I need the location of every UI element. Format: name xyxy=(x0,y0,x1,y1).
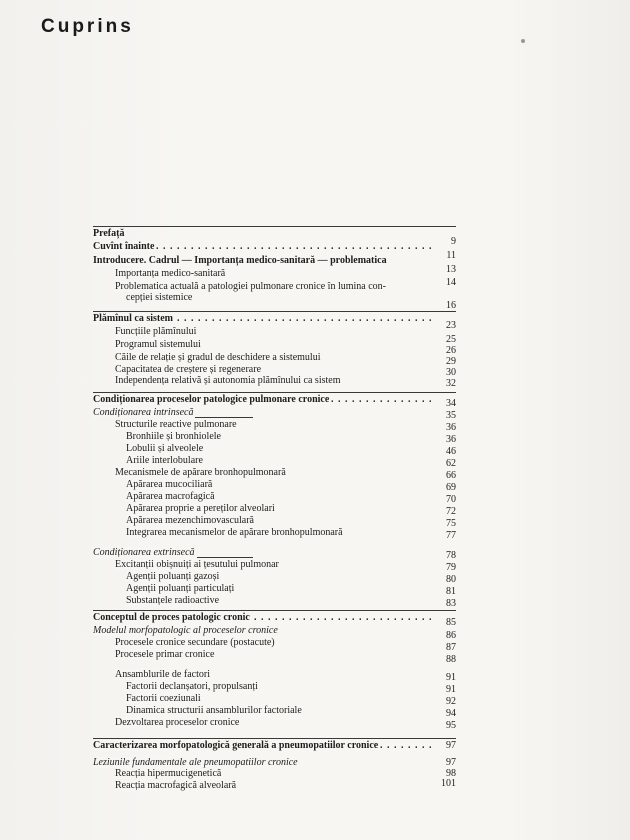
toc-entry-radioactive: Substanțele radioactive xyxy=(126,595,220,606)
toc-entry-capacitatea: Capacitatea de creștere și regenerare xyxy=(115,364,262,375)
toc-page-number: 98 xyxy=(446,768,456,779)
toc-entry-caracterizarea: Caracterizarea morfopatologică generală a pneumopatiilor cronice . . . xyxy=(93,740,433,752)
toc-entry-functiile: Funcțiile plămînului xyxy=(115,326,197,337)
toc-entry-coezionali: Factorii coeziunali xyxy=(126,693,201,704)
toc-page-number: 91 xyxy=(446,684,456,695)
toc-page-number: 69 xyxy=(446,482,456,493)
toc-entry-hipermucigenetica: Reacția hipermucigenetică xyxy=(115,768,222,779)
toc-page-number: 32 xyxy=(446,378,456,389)
toc-page-number: 36 xyxy=(446,434,456,445)
toc-entry-bronhiile: Bronhiile și bronhiolele xyxy=(126,431,221,442)
toc-page-number: 80 xyxy=(446,574,456,585)
toc-entry-cuvint-inainte: Cuvînt înainte . . . xyxy=(93,241,433,253)
section-rule xyxy=(93,311,456,312)
toc-entry-ansamblurile: Ansamblurile de factori xyxy=(115,669,210,680)
toc-page-number: 62 xyxy=(446,458,456,469)
toc-entry-extrinseca: Condiționarea extrinsecă xyxy=(93,547,195,558)
toc-page-number: 77 xyxy=(446,530,456,541)
toc-page-number: 30 xyxy=(446,367,456,378)
toc-page-number: 94 xyxy=(446,708,456,719)
toc-entry-introducere: Introducere. Cadrul — Importanța medico-sanitară — problematica xyxy=(93,255,387,266)
toc-entry-macrofagica-alveolara: Reacția macrofagică alveolară xyxy=(115,780,237,791)
toc-page-number: 16 xyxy=(446,300,456,311)
section-rule xyxy=(93,392,456,393)
toc-page-number: 79 xyxy=(446,562,456,573)
toc-page-number: 91 xyxy=(446,672,456,683)
toc-entry-programul: Programul sistemului xyxy=(115,339,201,350)
toc-page-number: 81 xyxy=(446,586,456,597)
toc-page-number: 9 xyxy=(451,236,456,247)
toc-page-number: 25 xyxy=(446,334,456,345)
toc-page-number: 75 xyxy=(446,518,456,529)
toc-entry-modelul: Modelul morfopatologic al proceselor cronice xyxy=(93,625,278,636)
toc-entry-particulati: Agenții poluanți particulați xyxy=(126,583,235,594)
toc-entry-independenta: Independența relativă și autonomia plămînului ca sistem xyxy=(115,375,341,386)
toc-entry-secundare: Procesele cronice secundare (postacute) xyxy=(115,637,275,648)
toc-entry-lobulii: Lobulii și alveolele xyxy=(126,443,204,454)
toc-page-number: 23 xyxy=(446,320,456,331)
toc-page-number: 101 xyxy=(441,778,456,789)
toc-entry-mucociliara: Apărarea mucociliară xyxy=(126,479,213,490)
toc-entry-excitantii: Excitanții obișnuiți ai țesutului pulmonar xyxy=(115,559,279,570)
toc-entry-mezenchimo: Apărarea mezenchimovasculară xyxy=(126,515,254,526)
toc-page-number: 70 xyxy=(446,494,456,505)
toc-page-number: 29 xyxy=(446,356,456,367)
toc-entry-prefata: Prefață xyxy=(93,228,125,239)
toc-page-number: 11 xyxy=(446,250,456,261)
toc-entry-plaminul: Plămînul ca sistem . . . xyxy=(93,313,433,325)
section-rule xyxy=(93,226,456,227)
toc-page-number: 34 xyxy=(446,398,456,409)
toc-page-number: 78 xyxy=(446,550,456,561)
toc-entry-mecanismele: Mecanismele de apărare bronhopulmonară xyxy=(115,467,286,478)
toc-page-number: 72 xyxy=(446,506,456,517)
toc-page-number: 92 xyxy=(446,696,456,707)
toc-page-number: 87 xyxy=(446,642,456,653)
toc-entry-conditionarea: Condiționarea proceselor patologice pulmonare cronice . . . xyxy=(93,394,433,406)
toc-entry-macrofagica: Apărarea macrofagică xyxy=(126,491,215,502)
toc-page-number: 35 xyxy=(446,410,456,421)
toc-entry-leziunile: Leziunile fundamentale ale pneumopatiilor cronice xyxy=(93,757,298,768)
toc-page-number: 88 xyxy=(446,654,456,665)
toc-entry-problematica: Problematica actuală a patologiei pulmonare cronice în lumina con- xyxy=(115,281,387,292)
toc-entry-conceptul: Conceptul de proces patologic cronic . . . xyxy=(93,612,433,624)
toc-page-number: 66 xyxy=(446,470,456,481)
toc-page-number: 14 xyxy=(446,277,456,288)
toc-entry-dinamica: Dinamica structurii ansamblurilor factoriale xyxy=(126,705,302,716)
toc-entry-dezvoltarea: Dezvoltarea proceselor cronice xyxy=(115,717,240,728)
toc-entry-caile: Căile de relație și gradul de deschidere a sistemului xyxy=(115,352,321,363)
toc-entry-ariile: Ariile interlobulare xyxy=(126,455,203,466)
toc-page-number: 46 xyxy=(446,446,456,457)
toc-entry-primar: Procesele primar cronice xyxy=(115,649,215,660)
section-rule xyxy=(93,738,456,739)
page-heading: Cuprins xyxy=(41,16,134,37)
toc-page-number: 13 xyxy=(446,264,456,275)
toc-entry-integrarea: Integrarea mecanismelor de apărare bronhopulmonară xyxy=(126,527,343,538)
toc-entry-intrinseca: Condiționarea intrinsecă xyxy=(93,407,194,418)
toc-entry-gazosi: Agenții poluanți gazoși xyxy=(126,571,220,582)
toc-page-number: 26 xyxy=(446,345,456,356)
toc-page-number: 95 xyxy=(446,720,456,731)
toc-entry-importanta: Importanța medico-sanitară xyxy=(115,268,226,279)
toc-page-number: 97 xyxy=(446,740,456,751)
toc-entry-structurile: Structurile reactive pulmonare xyxy=(115,419,237,430)
toc-page-number: 85 xyxy=(446,617,456,628)
toc-page-number: 97 xyxy=(446,757,456,768)
toc-entry-apararea-proprie: Apărarea proprie a pereților alveolari xyxy=(126,503,275,514)
toc-page-number: 86 xyxy=(446,630,456,641)
toc-page-number: 83 xyxy=(446,598,456,609)
toc-entry-declansatori: Factorii declanșatori, propulsanți xyxy=(126,681,258,692)
section-rule xyxy=(93,610,456,611)
toc-entry-continuation: cepției sistemice xyxy=(126,292,193,303)
toc-page-number: 36 xyxy=(446,422,456,433)
